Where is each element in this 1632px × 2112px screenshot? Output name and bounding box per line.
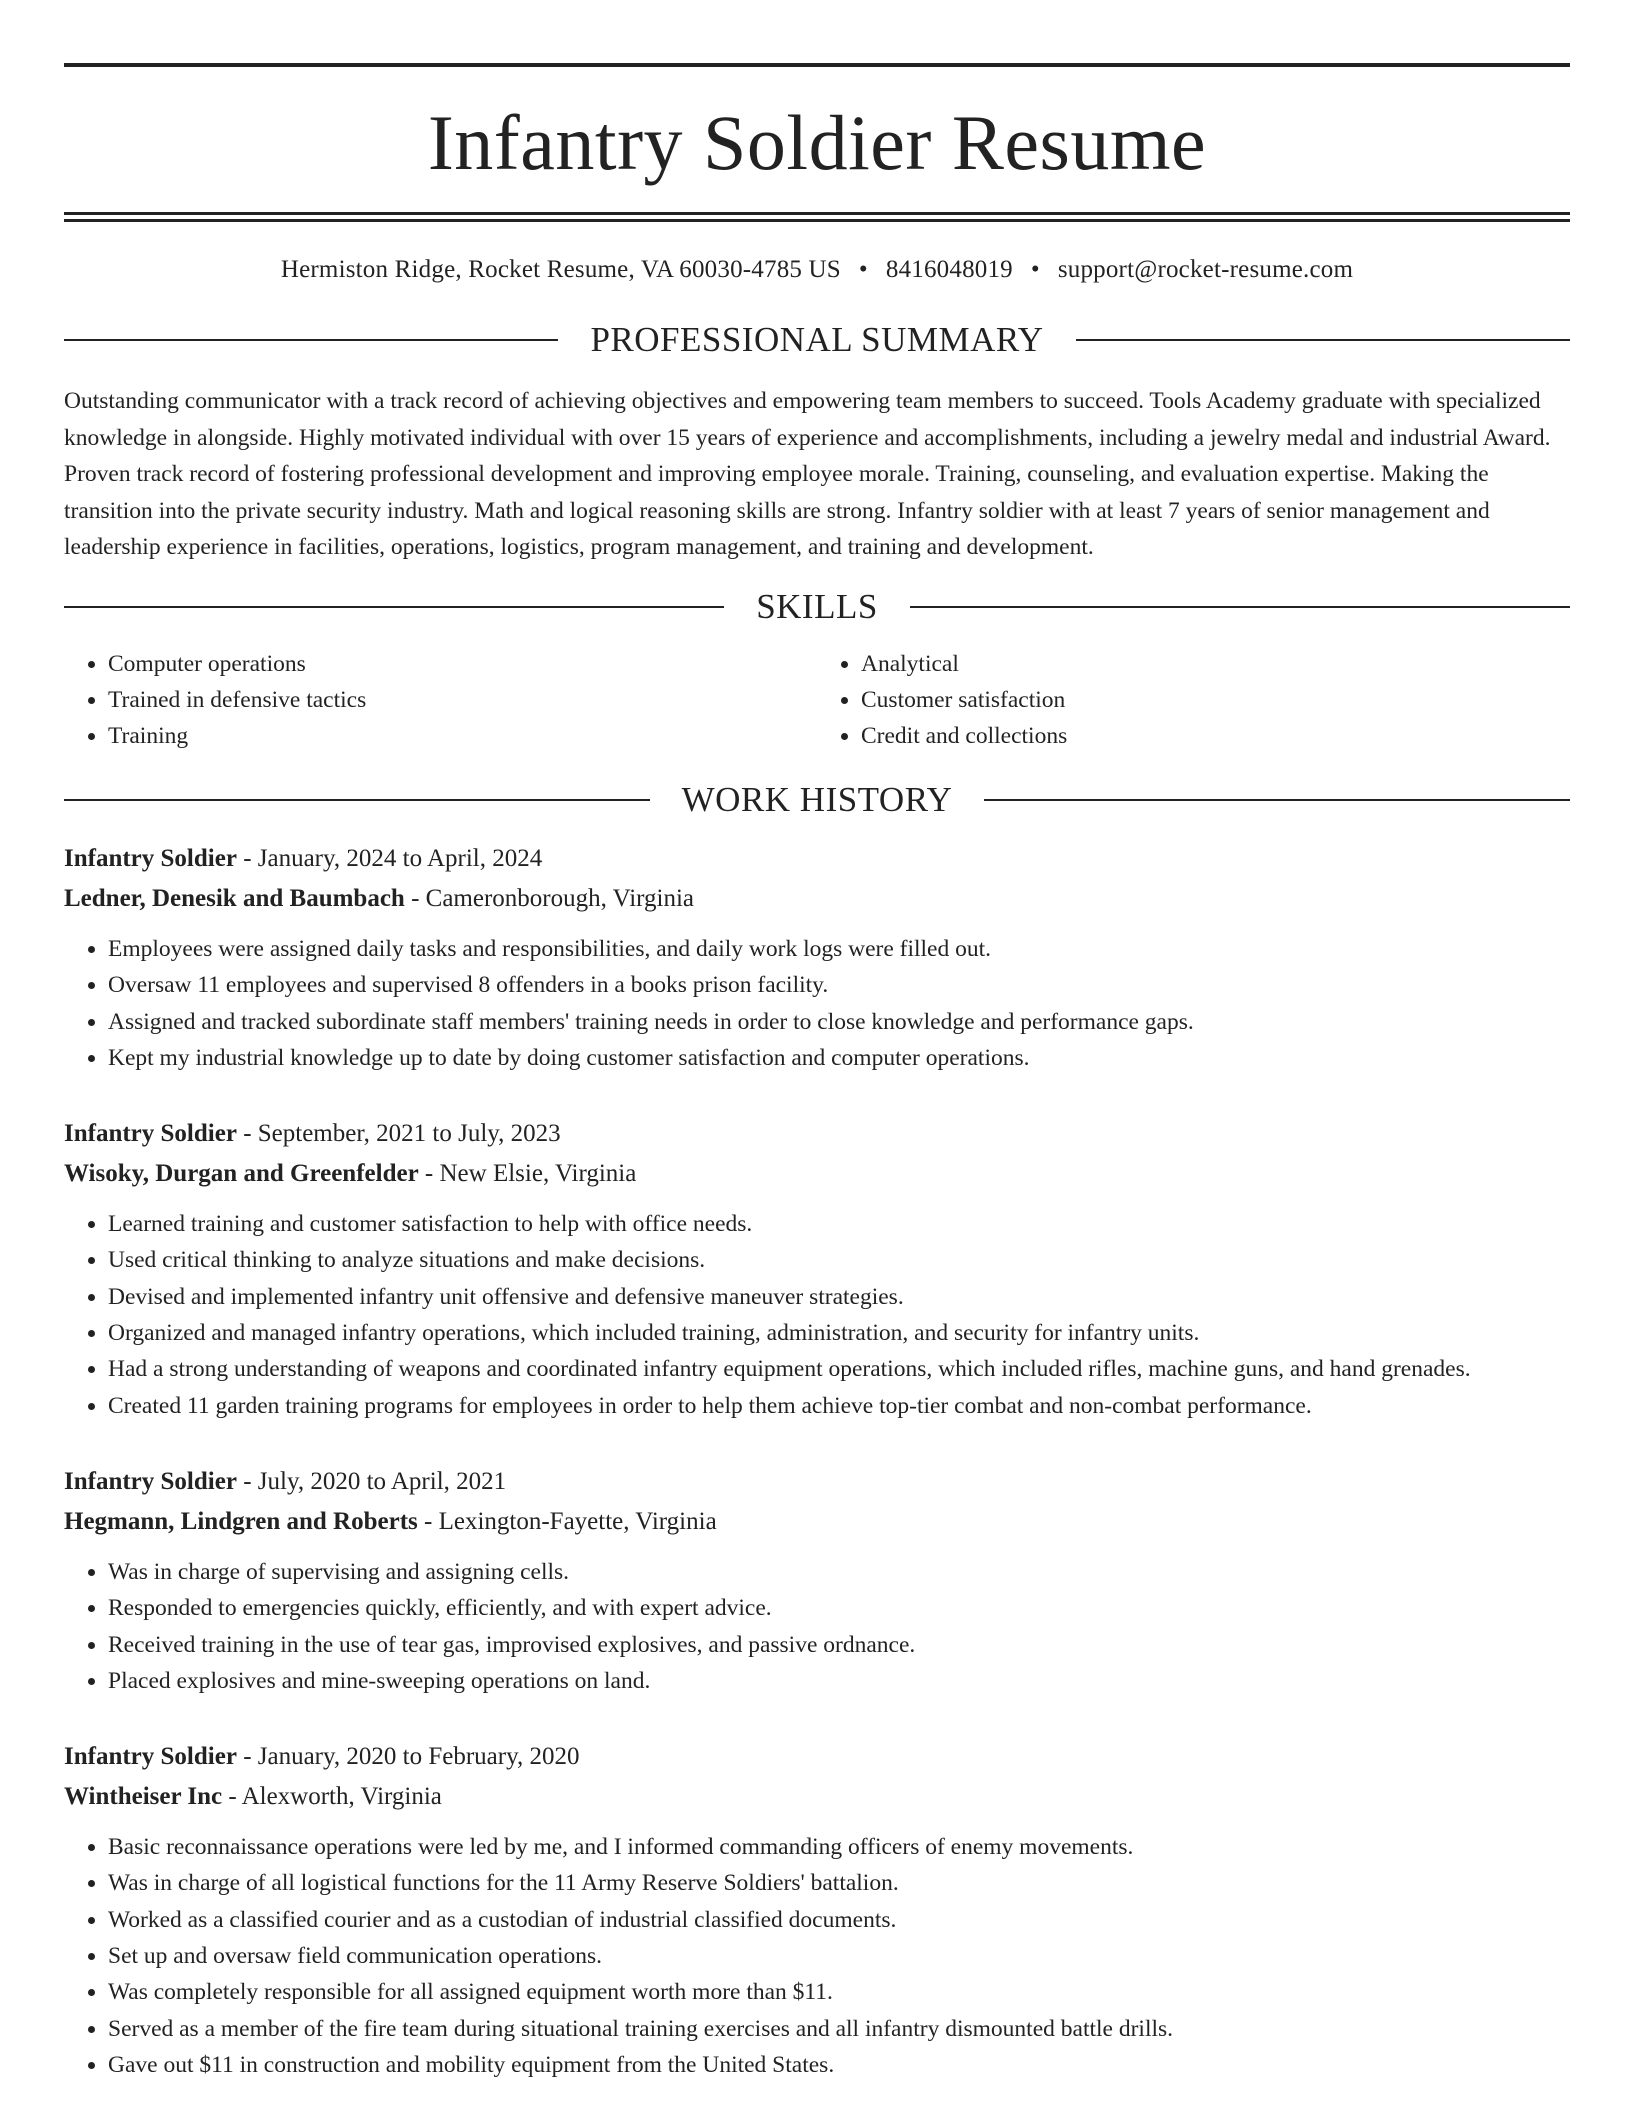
contact-separator: • (1030, 256, 1040, 283)
job-bullet: • Had a strong understanding of weapons and coordinated infantry equipment operations, which included rifles, machine guns, and hand grenades. (108, 1351, 1570, 1387)
job-title-line (64, 1737, 1570, 1777)
resume-page (64, 63, 1570, 2083)
job-bullets (64, 931, 1570, 1076)
work-section-header (64, 782, 1570, 817)
work-heading: WORK HISTORY (681, 780, 953, 819)
skill-item: • Customer satisfaction (861, 682, 1570, 718)
job-bullets (64, 1206, 1570, 1424)
title-double-rule (64, 212, 1570, 222)
divider-line (64, 606, 724, 608)
top-rule (64, 63, 1570, 67)
summary-section-header (64, 322, 1570, 357)
job-location: - New Elsie, Virginia (418, 1160, 637, 1188)
job-title-line (64, 1462, 1570, 1502)
job-bullets (64, 1554, 1570, 1699)
job-dates: - July, 2020 to April, 2021 (236, 1467, 507, 1495)
summary-heading: PROFESSIONAL SUMMARY (590, 320, 1044, 359)
skills-column-2 (817, 646, 1570, 754)
contact-address: Hermiston Ridge, Rocket Resume, VA 60030-4785 US (280, 256, 841, 283)
job-company-line (64, 1777, 1570, 1817)
job-bullet: • Worked as a classified courier and as a custodian of industrial classified documents. (108, 1902, 1570, 1938)
job-bullet: • Assigned and tracked subordinate staff members' training needs in order to close knowledge and performance gaps. (108, 1004, 1570, 1040)
job-title: Infantry Soldier (64, 1120, 237, 1148)
job-company-line (64, 879, 1570, 919)
divider-line (910, 606, 1570, 608)
skills-list (64, 646, 1570, 754)
skill-item: • Computer operations (108, 646, 817, 682)
job-entry (64, 1114, 1570, 1424)
job-bullet: • Devised and implemented infantry unit offensive and defensive maneuver strategies. (108, 1279, 1570, 1315)
contact-line (64, 256, 1570, 284)
divider-line (64, 339, 558, 341)
job-title-line (64, 839, 1570, 879)
job-location: - Alexworth, Virginia (222, 1783, 442, 1811)
contact-email: support@rocket-resume.com (1057, 256, 1354, 283)
contact-phone: 8416048019 (885, 256, 1013, 283)
job-bullet: • Was in charge of supervising and assigning cells. (108, 1554, 1570, 1590)
job-company: Wintheiser Inc (64, 1783, 223, 1811)
job-bullets (64, 1829, 1570, 2083)
summary-text: Outstanding communicator with a track record of achieving objectives and empowering team members to succeed. Tools Academy graduate with specialized knowledge in alongside. Highly motivated individual with over 15 years of experience and accomplishments, including a jewelry medal and industrial Award. Proven track record of fostering professional development and improving employee morale. Training, counseling, and evaluation expertise. Making the transition into the private security industry. Math and logical reasoning skills are strong. Infantry soldier with at least 7 years of senior management and leadership experience in facilities, operations, logistics, program management, and training and development. (64, 388, 1551, 560)
skills-column-1 (64, 646, 817, 754)
skill-item: • Analytical (861, 646, 1570, 682)
skills-heading: SKILLS (756, 587, 878, 626)
job-dates: - January, 2024 to April, 2024 (236, 845, 543, 872)
job-bullet: • Basic reconnaissance operations were led by me, and I informed commanding officers of enemy movements. (108, 1829, 1570, 1865)
job-company-line (64, 1502, 1570, 1542)
skills-section-header (64, 589, 1570, 624)
job-bullet: • Placed explosives and mine-sweeping operations on land. (108, 1663, 1570, 1699)
job-company: Hegmann, Lindgren and Roberts (64, 1507, 418, 1535)
job-bullet: • Kept my industrial knowledge up to date by doing customer satisfaction and computer operations. (108, 1040, 1570, 1076)
skill-item: • Trained in defensive tactics (108, 682, 817, 718)
job-bullet: • Used critical thinking to analyze situations and make decisions. (108, 1242, 1570, 1278)
job-title: Infantry Soldier (64, 1467, 237, 1495)
job-dates: - September, 2021 to July, 2023 (236, 1120, 561, 1148)
job-company: Wisoky, Durgan and Greenfelder (64, 1160, 419, 1188)
contact-separator: • (858, 256, 868, 283)
skill-item: • Training (108, 718, 817, 754)
job-title: Infantry Soldier (64, 1743, 237, 1771)
job-bullet: • Was in charge of all logistical functions for the 11 Army Reserve Soldiers' battalion. (108, 1865, 1570, 1901)
job-bullet: • Employees were assigned daily tasks and responsibilities, and daily work logs were filled out. (108, 931, 1570, 967)
divider-line (1076, 339, 1570, 341)
job-company-line (64, 1154, 1570, 1194)
job-bullet: • Learned training and customer satisfaction to help with office needs. (108, 1206, 1570, 1242)
job-bullet: • Set up and oversaw field communication operations. (108, 1938, 1570, 1974)
job-entry (64, 1462, 1570, 1699)
job-title: Infantry Soldier (64, 845, 237, 872)
job-location: - Cameronborough, Virginia (404, 885, 695, 912)
job-bullet: • Responded to emergencies quickly, efficiently, and with expert advice. (108, 1590, 1570, 1626)
job-bullet: • Created 11 garden training programs for employees in order to help them achieve top-tier combat and non-combat performance. (108, 1388, 1570, 1424)
job-location: - Lexington-Fayette, Virginia (417, 1507, 717, 1535)
job-bullet: • Gave out $11 in construction and mobility equipment from the United States. (108, 2047, 1570, 2083)
job-bullet: • Was completely responsible for all assigned equipment worth more than $11. (108, 1974, 1570, 2010)
job-bullet: • Received training in the use of tear gas, improvised explosives, and passive ordnance. (108, 1627, 1570, 1663)
resume-title: Infantry Soldier Resume (427, 99, 1207, 186)
job-dates: - January, 2020 to February, 2020 (236, 1743, 580, 1771)
divider-line (984, 799, 1570, 801)
skill-item: • Credit and collections (861, 718, 1570, 754)
divider-line (64, 799, 650, 801)
job-entry (64, 839, 1570, 1076)
job-bullet: • Oversaw 11 employees and supervised 8 offenders in a books prison facility. (108, 967, 1570, 1003)
job-entry (64, 1737, 1570, 2083)
job-company: Ledner, Denesik and Baumbach (64, 885, 405, 912)
job-title-line (64, 1114, 1570, 1154)
job-bullet: • Served as a member of the fire team during situational training exercises and all infantry dismounted battle drills. (108, 2011, 1570, 2047)
job-bullet: • Organized and managed infantry operations, which included training, administration, and security for infantry units. (108, 1315, 1570, 1351)
